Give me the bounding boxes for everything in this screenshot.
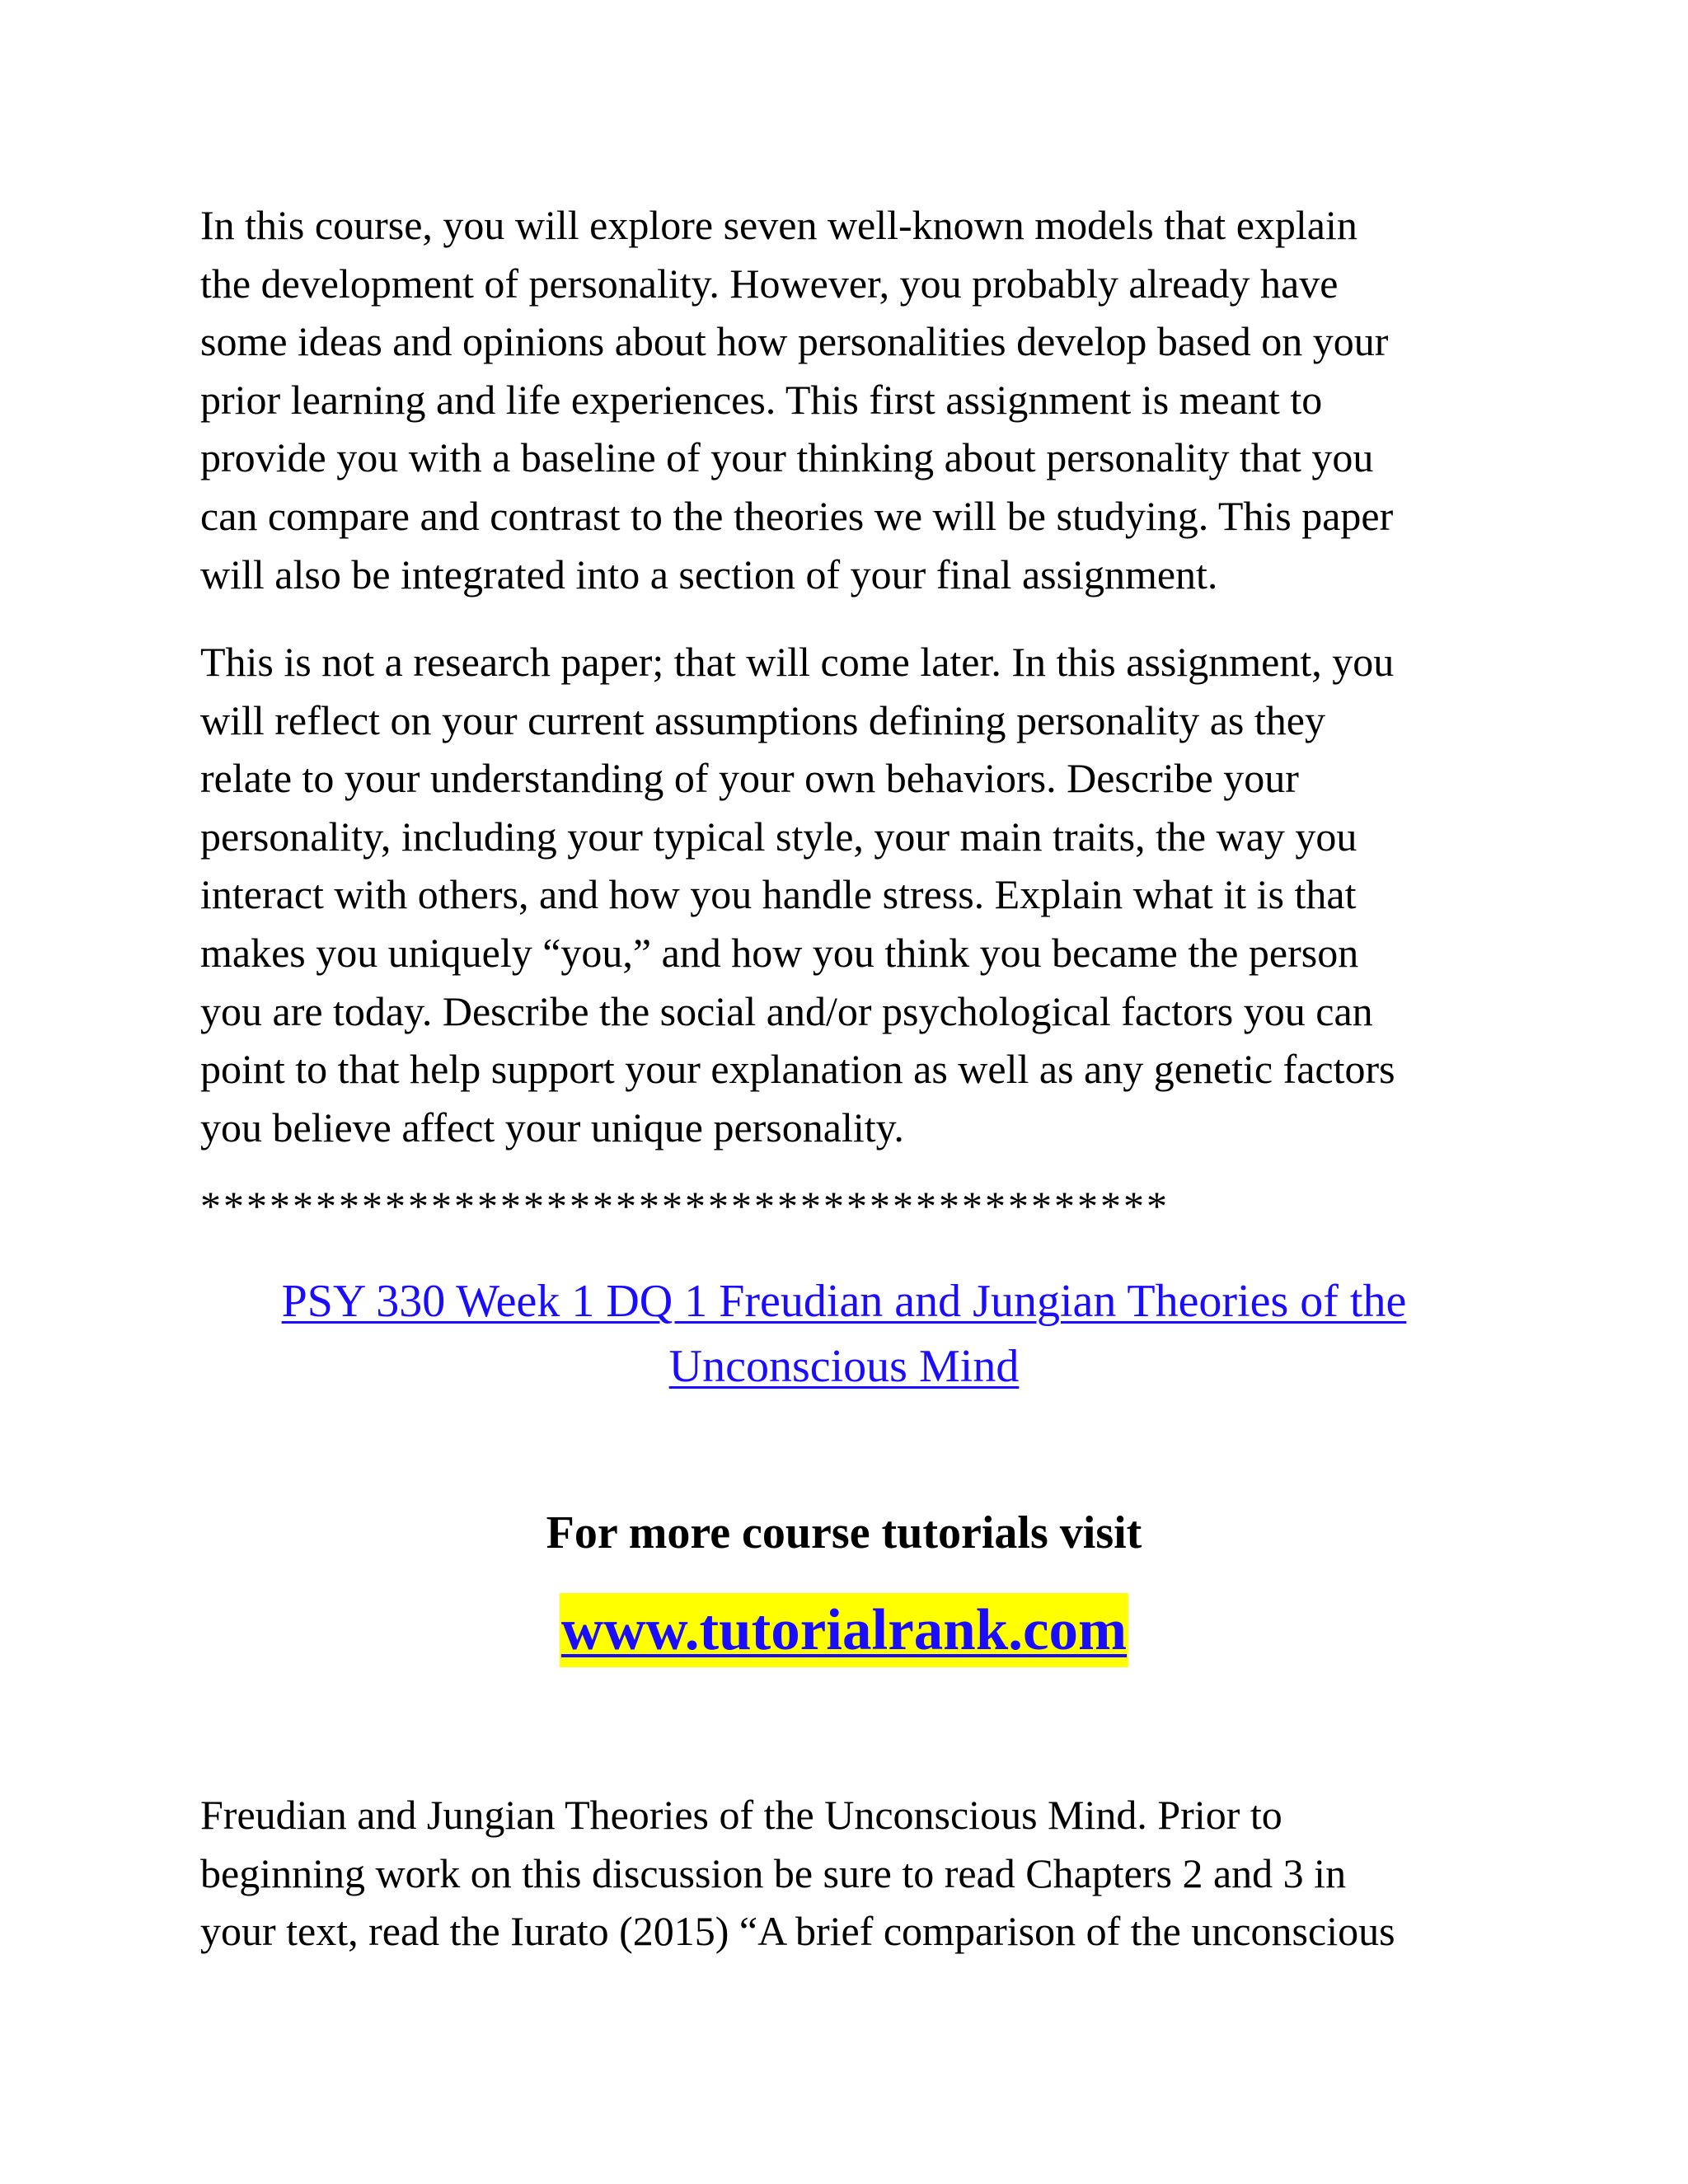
intro-paragraph: In this course, you will explore seven well-known models that explain the development of personality. However, you probably already have some ideas and opinions about how personalities develop based on your prior learning and life experiences. This first assignment is meant to provide you with a baseline of your thinking about personality that you can compare and contrast to the theories we will be studying. This paper will also be integrated into a section of your final assignment. (200, 202, 1394, 598)
website-link[interactable]: www.tutorialrank.com (560, 1593, 1128, 1667)
asterisk-separator: ****************************************** (200, 1183, 1170, 1229)
website-link-container (200, 1593, 1488, 1683)
tutorials-visit-heading: For more course tutorials visit (546, 1507, 1142, 1558)
assignment-paragraph: This is not a research paper; that will come later. In this assignment, you will reflect on your current assumptions defining personality as they relate to your understanding of your own behaviors. Describe your personality, including your typical style, your main traits, the way you interact with others, and how you handle stress. Explain what it is that makes you uniquely “you,” and how you think you became the person you are today. Describe the social and/or psychological factors you can point to that help support your explanation as well as any genetic factors you believe affect your unique personality. (200, 639, 1395, 1151)
discussion-paragraph: Freudian and Jungian Theories of the Unconscious Mind. Prior to beginning work on this discussion be sure to read Chapters 2 and 3 in your text, read the Iurato (2015) “A brief comparison of the unconscious (200, 1792, 1395, 1955)
course-title-link[interactable]: PSY 330 Week 1 DQ 1 Freudian and Jungian Theories of the Unconscious Mind (281, 1276, 1407, 1392)
